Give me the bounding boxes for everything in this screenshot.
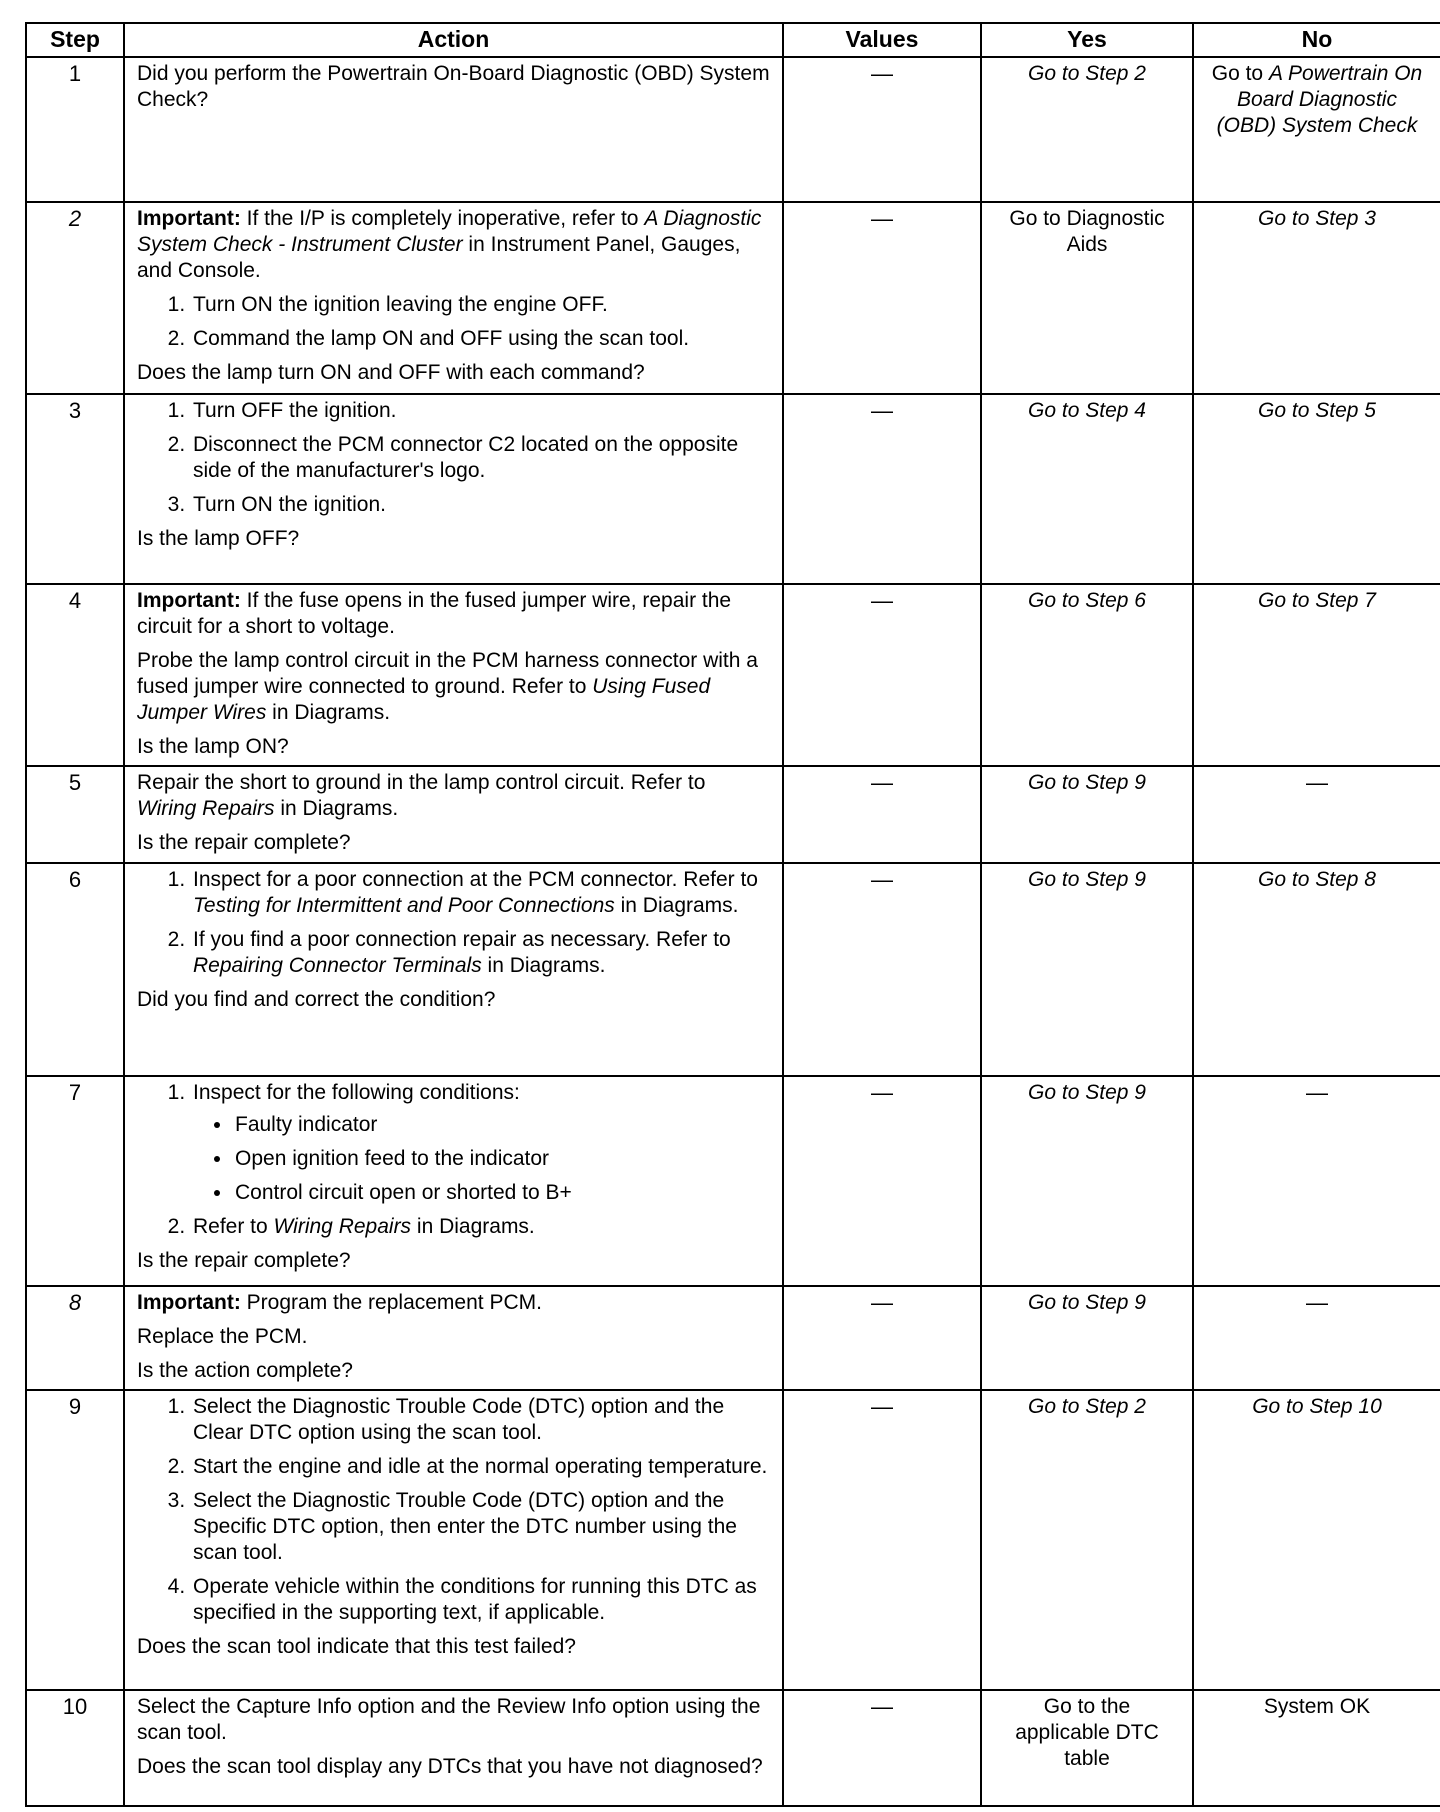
no-cell: Go to Step 3 xyxy=(1193,202,1440,394)
important-label: Important: xyxy=(137,1291,241,1314)
step-list xyxy=(137,292,770,352)
yes-cell: Go to Step 2 xyxy=(981,57,1193,202)
list-item xyxy=(191,867,770,919)
step-list xyxy=(137,1080,770,1240)
step-number: 1 xyxy=(26,57,124,202)
table-row xyxy=(26,584,1440,766)
list-item: 4. Operate vehicle within the conditions for running this DTC as specified in the supporting text, if applicable. xyxy=(191,1574,770,1626)
note-text: in Instrument Panel, Gauges, and Console. xyxy=(137,233,741,282)
values-cell: — xyxy=(783,1286,981,1390)
step-number: 7 xyxy=(26,1076,124,1286)
action-cell xyxy=(124,57,783,202)
instruction-part: in Diagrams. xyxy=(411,1215,535,1238)
no-link: A Powertrain On Board Diagnostic (OBD) System Check xyxy=(1216,62,1423,137)
step-number: 6 xyxy=(26,863,124,1076)
values-cell: — xyxy=(783,766,981,863)
action-cell xyxy=(124,394,783,584)
step-list xyxy=(137,398,770,518)
header-values: Values xyxy=(783,23,981,57)
table-row xyxy=(26,57,1440,202)
question-text: Is the action complete? xyxy=(137,1359,353,1382)
yes-cell: Go to the applicable DTC table xyxy=(981,1690,1193,1806)
step-number: 3 xyxy=(26,394,124,584)
list-item: 1. Turn ON the ignition leaving the engine OFF. xyxy=(191,292,770,318)
yes-cell: Go to Step 2 xyxy=(981,1390,1193,1690)
header-no: No xyxy=(1193,23,1440,57)
instruction-part: Inspect for a poor connection at the PCM connector. Refer to xyxy=(193,868,758,891)
step-number: 8 xyxy=(26,1286,124,1390)
action-cell xyxy=(124,584,783,766)
yes-cell: Go to Step 9 xyxy=(981,1076,1193,1286)
header-yes: Yes xyxy=(981,23,1193,57)
yes-cell: Go to Step 6 xyxy=(981,584,1193,766)
action-cell xyxy=(124,1286,783,1390)
step-number: 9 xyxy=(26,1390,124,1690)
action-cell xyxy=(124,202,783,394)
question-text: Is the repair complete? xyxy=(137,1249,351,1272)
list-item: 1. Select the Diagnostic Trouble Code (DTC) option and the Clear DTC option using the scan tool. xyxy=(191,1394,770,1446)
instruction-text xyxy=(137,648,770,726)
step-number: 2 xyxy=(26,202,124,394)
question-text: Is the repair complete? xyxy=(137,831,351,854)
list-item: 2. Command the lamp ON and OFF using the scan tool. xyxy=(191,326,770,352)
no-cell: System OK xyxy=(1193,1690,1440,1806)
question-text: Does the lamp turn ON and OFF with each command? xyxy=(137,361,645,384)
step-list xyxy=(137,1394,770,1626)
no-cell: Go to Step 8 xyxy=(1193,863,1440,1076)
header-step: Step xyxy=(26,23,124,57)
reference-text: Repairing Connector Terminals xyxy=(193,954,482,977)
instruction-part: Probe the lamp control circuit in the PCM harness connector with a fused jumper wire connected to ground. Refer to xyxy=(137,649,758,698)
table-row xyxy=(26,394,1440,584)
no-cell xyxy=(1193,57,1440,202)
important-label: Important: xyxy=(137,589,241,612)
question-text: Does the scan tool indicate that this test failed? xyxy=(137,1635,576,1658)
list-item: 2. Start the engine and idle at the normal operating temperature. xyxy=(191,1454,770,1480)
table-row xyxy=(26,1390,1440,1690)
step-list xyxy=(137,867,770,979)
values-cell: — xyxy=(783,394,981,584)
values-cell: — xyxy=(783,1390,981,1690)
instruction-part: Repair the short to ground in the lamp control circuit. Refer to xyxy=(137,771,706,794)
no-cell: Go to Step 7 xyxy=(1193,584,1440,766)
table-row xyxy=(26,1286,1440,1390)
instruction-text: Select the Capture Info option and the Review Info option using the scan tool. xyxy=(137,1695,761,1744)
action-cell xyxy=(124,1076,783,1286)
list-item xyxy=(191,1214,770,1240)
table-row xyxy=(26,1690,1440,1806)
values-cell: — xyxy=(783,202,981,394)
instruction-text xyxy=(137,770,770,822)
yes-cell: Go to Step 9 xyxy=(981,766,1193,863)
bullet-item: • Control circuit open or shorted to B+ xyxy=(233,1180,770,1206)
question-text: Does the scan tool display any DTCs that you have not diagnosed? xyxy=(137,1755,763,1778)
question-text: Did you perform the Powertrain On-Board Diagnostic (OBD) System Check? xyxy=(137,62,770,111)
important-note xyxy=(137,588,770,640)
step-number: 5 xyxy=(26,766,124,863)
instruction-part: Inspect for the following conditions: xyxy=(193,1081,520,1104)
important-note xyxy=(137,206,770,284)
no-cell: — xyxy=(1193,1286,1440,1390)
table-row xyxy=(26,863,1440,1076)
no-cell: — xyxy=(1193,766,1440,863)
values-cell: — xyxy=(783,1076,981,1286)
instruction-part: If you find a poor connection repair as necessary. Refer to xyxy=(193,928,731,951)
reference-text: Testing for Intermittent and Poor Connections xyxy=(193,894,615,917)
table-row xyxy=(26,1076,1440,1286)
question-text: Did you find and correct the condition? xyxy=(137,988,496,1011)
reference-text: Wiring Repairs xyxy=(273,1215,412,1238)
note-text: If the fuse opens in the fused jumper wire, repair the circuit for a short to voltage. xyxy=(137,589,732,638)
step-number: 10 xyxy=(26,1690,124,1806)
action-cell xyxy=(124,766,783,863)
action-cell xyxy=(124,863,783,1076)
list-item xyxy=(191,927,770,979)
instruction-part: Refer to xyxy=(193,1215,274,1238)
instruction-text: Replace the PCM. xyxy=(137,1325,308,1348)
list-item: 3. Turn ON the ignition. xyxy=(191,492,770,518)
instruction-part: in Diagrams. xyxy=(274,797,399,820)
important-note xyxy=(137,1290,770,1316)
action-cell xyxy=(124,1690,783,1806)
bullet-item: • Open ignition feed to the indicator xyxy=(233,1146,770,1172)
question-text: Is the lamp ON? xyxy=(137,735,289,758)
list-item xyxy=(191,1080,770,1206)
note-text: If the I/P is completely inoperative, refer to xyxy=(240,207,645,230)
reference-text: Using Fused Jumper Wires xyxy=(137,675,711,724)
no-cell: Go to Step 10 xyxy=(1193,1390,1440,1690)
reference-text: Wiring Repairs xyxy=(137,797,275,820)
header-row xyxy=(26,23,1440,57)
step-number: 4 xyxy=(26,584,124,766)
instruction-part: in Diagrams. xyxy=(266,701,391,724)
table-row xyxy=(26,766,1440,863)
table-row xyxy=(26,202,1440,394)
note-text: Program the replacement PCM. xyxy=(240,1291,542,1314)
reference-text: A Diagnostic System Check - Instrument Cluster xyxy=(137,207,762,256)
values-cell: — xyxy=(783,1690,981,1806)
instruction-part: in Diagrams. xyxy=(614,894,739,917)
values-cell: — xyxy=(783,863,981,1076)
yes-cell: Go to Step 4 xyxy=(981,394,1193,584)
list-item: 1. Turn OFF the ignition. xyxy=(191,398,770,424)
no-cell: — xyxy=(1193,1076,1440,1286)
values-cell: — xyxy=(783,584,981,766)
list-item: 2. Disconnect the PCM connector C2 located on the opposite side of the manufacturer's logo. xyxy=(191,432,770,484)
values-cell: — xyxy=(783,57,981,202)
action-cell xyxy=(124,1390,783,1690)
important-label: Important: xyxy=(137,207,241,230)
no-prefix: Go to xyxy=(1211,62,1269,85)
bullet-list xyxy=(193,1112,770,1206)
no-cell: Go to Step 5 xyxy=(1193,394,1440,584)
diagnostic-table xyxy=(25,22,1440,1807)
question-text: Is the lamp OFF? xyxy=(137,527,300,550)
list-item: 3. Select the Diagnostic Trouble Code (DTC) option and the Specific DTC option, then enter the DTC number using the scan tool. xyxy=(191,1488,770,1566)
header-action: Action xyxy=(124,23,783,57)
yes-cell: Go to Step 9 xyxy=(981,1286,1193,1390)
yes-cell: Go to Step 9 xyxy=(981,863,1193,1076)
bullet-item: • Faulty indicator xyxy=(233,1112,770,1138)
yes-cell: Go to Diagnostic Aids xyxy=(981,202,1193,394)
instruction-part: in Diagrams. xyxy=(481,954,606,977)
